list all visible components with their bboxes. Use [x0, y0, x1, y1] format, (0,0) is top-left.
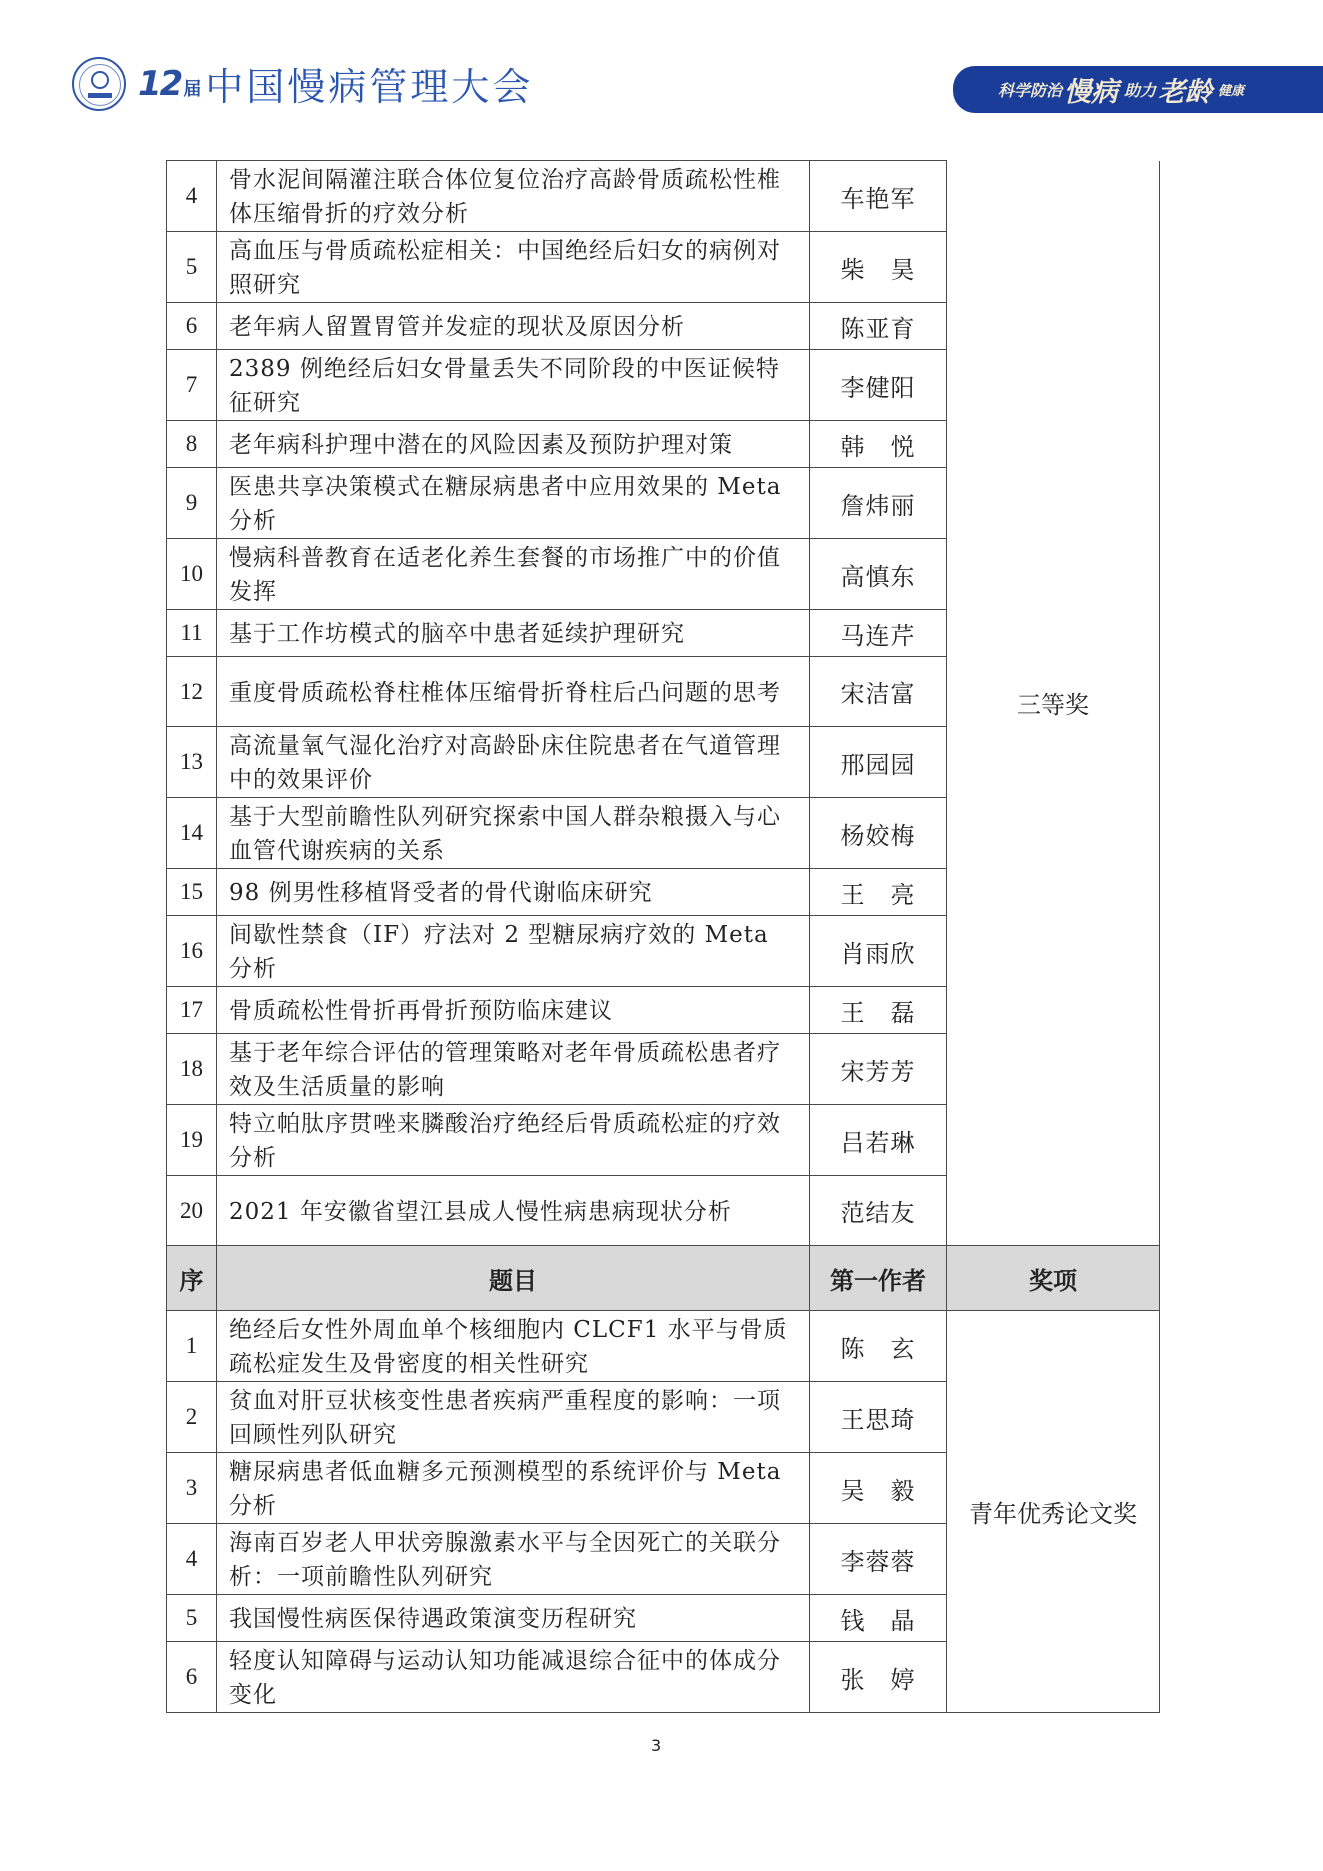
paper-title: 重度骨质疏松脊柱椎体压缩骨折脊柱后凸问题的思考 — [217, 657, 810, 727]
row-number: 15 — [167, 869, 217, 916]
first-author: 张 婷 — [810, 1642, 947, 1713]
conference-logo — [72, 56, 533, 111]
row-number: 6 — [167, 303, 217, 350]
first-author: 高慎东 — [810, 539, 947, 610]
award-category: 青年优秀论文奖 — [947, 1311, 1160, 1713]
page-number: 3 — [651, 1736, 662, 1755]
society-emblem-icon — [72, 57, 126, 111]
session-number: 12 届 — [138, 63, 200, 104]
paper-title: 老年病科护理中潜在的风险因素及预防护理对策 — [217, 421, 810, 468]
first-author: 吴 毅 — [810, 1453, 947, 1524]
conference-title: 中国慢病管理大会 — [205, 65, 534, 109]
table-row — [167, 1311, 1160, 1382]
row-number: 2 — [167, 1382, 217, 1453]
row-number: 14 — [167, 798, 217, 869]
row-number: 1 — [167, 1311, 217, 1382]
paper-title: 高血压与骨质疏松症相关：中国绝经后妇女的病例对照研究 — [217, 232, 810, 303]
first-author: 柴 昊 — [810, 232, 947, 303]
first-author: 邢园园 — [810, 727, 947, 798]
row-number: 10 — [167, 539, 217, 610]
row-number: 20 — [167, 1176, 217, 1246]
row-number: 3 — [167, 1453, 217, 1524]
table-row — [167, 161, 1160, 232]
first-author: 吕若琳 — [810, 1105, 947, 1176]
row-number: 5 — [167, 1595, 217, 1642]
first-author: 车艳军 — [810, 161, 947, 232]
first-author: 韩 悦 — [810, 421, 947, 468]
paper-title: 间歇性禁食（IF）疗法对 2 型糖尿病疗效的 Meta 分析 — [217, 916, 810, 987]
row-number: 16 — [167, 916, 217, 987]
paper-title: 骨质疏松性骨折再骨折预防临床建议 — [217, 987, 810, 1034]
slogan-banner — [953, 66, 1323, 113]
table-header-section — [167, 1246, 1160, 1311]
paper-title: 基于工作坊模式的脑卒中患者延续护理研究 — [217, 610, 810, 657]
paper-title: 特立帕肽序贯唑来膦酸治疗绝经后骨质疏松症的疗效分析 — [217, 1105, 810, 1176]
first-author: 杨姣梅 — [810, 798, 947, 869]
first-author: 王思琦 — [810, 1382, 947, 1453]
column-header-award: 奖项 — [947, 1246, 1160, 1311]
youth-award-section — [167, 1311, 1160, 1713]
paper-title: 海南百岁老人甲状旁腺激素水平与全因死亡的关联分析：一项前瞻性队列研究 — [217, 1524, 810, 1595]
paper-title: 基于老年综合评估的管理策略对老年骨质疏松患者疗效及生活质量的影响 — [217, 1034, 810, 1105]
paper-title: 糖尿病患者低血糖多元预测模型的系统评价与 Meta 分析 — [217, 1453, 810, 1524]
paper-title: 骨水泥间隔灌注联合体位复位治疗高龄骨质疏松性椎体压缩骨折的疗效分析 — [217, 161, 810, 232]
first-author: 王 磊 — [810, 987, 947, 1034]
row-number: 4 — [167, 1524, 217, 1595]
slogan-emphasis: 老龄 — [1158, 77, 1213, 108]
row-number: 12 — [167, 657, 217, 727]
slogan-emphasis: 慢病 — [1064, 77, 1119, 108]
paper-title: 2021 年安徽省望江县成人慢性病患病现状分析 — [217, 1176, 810, 1246]
first-author: 马连芹 — [810, 610, 947, 657]
first-author: 宋芳芳 — [810, 1034, 947, 1105]
paper-title: 老年病人留置胃管并发症的现状及原因分析 — [217, 303, 810, 350]
paper-title: 轻度认知障碍与运动认知功能减退综合征中的体成分变化 — [217, 1642, 810, 1713]
slogan-text: 科学防治 — [998, 81, 1063, 100]
building-icon — [88, 93, 112, 98]
row-number: 18 — [167, 1034, 217, 1105]
first-author: 王 亮 — [810, 869, 947, 916]
paper-title: 绝经后女性外周血单个核细胞内 CLCF1 水平与骨质疏松症发生及骨密度的相关性研究 — [217, 1311, 810, 1382]
row-number: 19 — [167, 1105, 217, 1176]
slogan-text: 健康 — [1218, 84, 1245, 99]
award-category: 三等奖 — [947, 161, 1160, 1246]
first-author: 李健阳 — [810, 350, 947, 421]
first-author: 陈 玄 — [810, 1311, 947, 1382]
row-number: 4 — [167, 161, 217, 232]
row-number: 11 — [167, 610, 217, 657]
column-header-author: 第一作者 — [810, 1246, 947, 1311]
first-author: 肖雨欣 — [810, 916, 947, 987]
paper-title: 贫血对肝豆状核变性患者疾病严重程度的影响：一项回顾性列队研究 — [217, 1382, 810, 1453]
paper-title: 2389 例绝经后妇女骨量丢失不同阶段的中医证候特征研究 — [217, 350, 810, 421]
slogan-text: 助力 — [1124, 81, 1157, 100]
row-number: 17 — [167, 987, 217, 1034]
first-author: 范结友 — [810, 1176, 947, 1246]
paper-title: 我国慢性病医保待遇政策演变历程研究 — [217, 1595, 810, 1642]
award-table — [166, 160, 1160, 1713]
first-author: 陈亚育 — [810, 303, 947, 350]
first-author: 詹炜丽 — [810, 468, 947, 539]
row-number: 6 — [167, 1642, 217, 1713]
row-number: 9 — [167, 468, 217, 539]
paper-title: 医患共享决策模式在糖尿病患者中应用效果的 Meta 分析 — [217, 468, 810, 539]
row-number: 7 — [167, 350, 217, 421]
column-header-no: 序 — [167, 1246, 217, 1311]
paper-title: 基于大型前瞻性队列研究探索中国人群杂粮摄入与心血管代谢疾病的关系 — [217, 798, 810, 869]
row-number: 13 — [167, 727, 217, 798]
paper-title: 高流量氧气湿化治疗对高龄卧床住院患者在气道管理中的效果评价 — [217, 727, 810, 798]
column-header-title: 题目 — [217, 1246, 810, 1311]
row-number: 8 — [167, 421, 217, 468]
table-header-row — [167, 1246, 1160, 1311]
page-header — [0, 0, 1323, 130]
first-author: 李蓉蓉 — [810, 1524, 947, 1595]
flower-icon — [91, 71, 109, 89]
first-author: 宋洁富 — [810, 657, 947, 727]
paper-title: 慢病科普教育在适老化养生套餐的市场推广中的价值发挥 — [217, 539, 810, 610]
paper-title: 98 例男性移植肾受者的骨代谢临床研究 — [217, 869, 810, 916]
third-prize-section — [167, 161, 1160, 1246]
row-number: 5 — [167, 232, 217, 303]
first-author: 钱 晶 — [810, 1595, 947, 1642]
